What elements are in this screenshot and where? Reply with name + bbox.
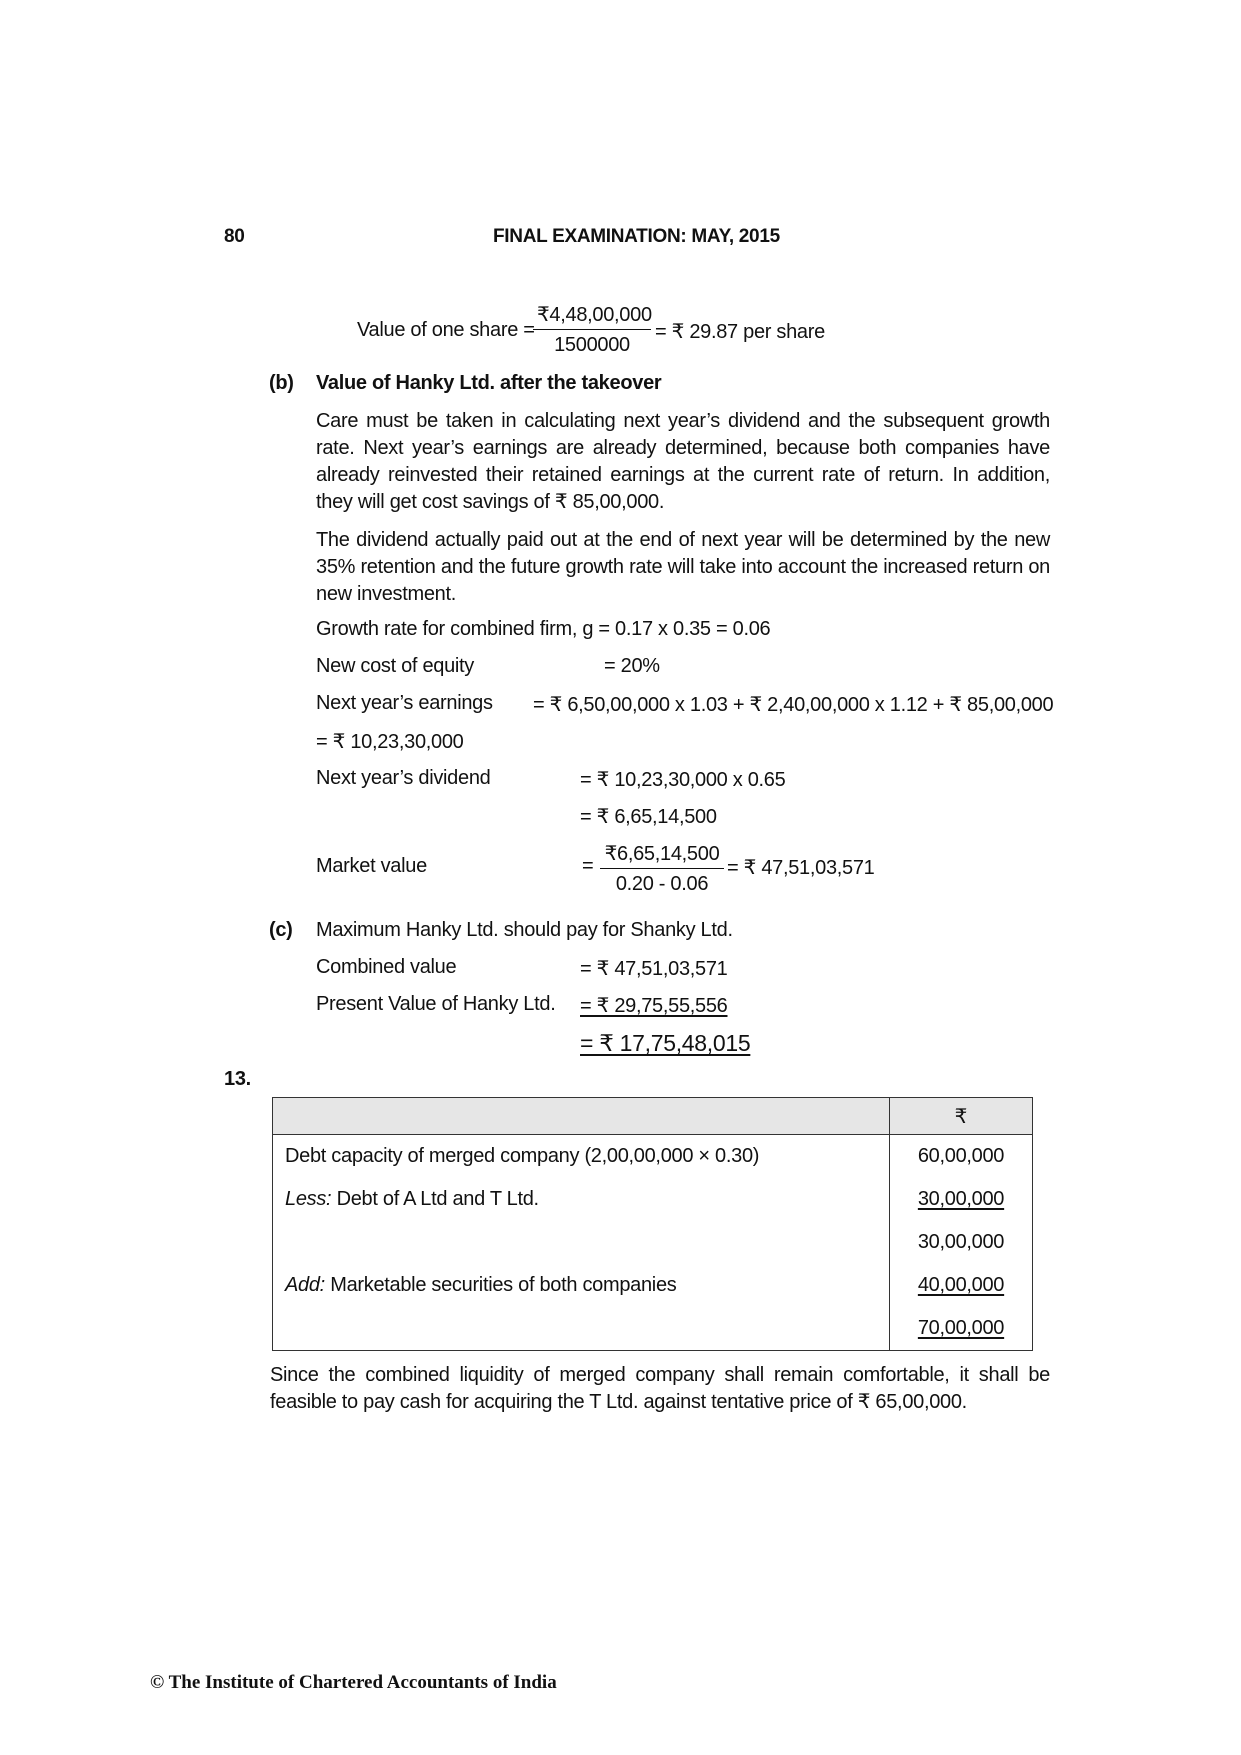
part-b-marker: (b) [269,372,294,394]
earnings-total: = ₹ 10,23,30,000 [316,731,464,753]
table-row [273,1264,1033,1307]
table-row-amount: 30,00,000 [890,1178,1033,1221]
dividend-label: Next year’s dividend [316,767,491,789]
cost-equity-label: New cost of equity [316,655,475,677]
part-c-marker: (c) [269,919,293,941]
table-row-amount: 60,00,000 [890,1135,1033,1179]
combined-value-label: Combined value [316,956,457,978]
table-row-label: Debt capacity of merged company (2,00,00,000 × 0.30) [273,1135,890,1179]
fraction-denominator: 1500000 [554,334,630,356]
table-row-amount: 40,00,000 [890,1264,1033,1307]
maximum-payable-total: = ₹ 17,75,48,015 [580,1030,751,1056]
table-row [273,1221,1033,1264]
value-share-result: = ₹ 29.87 per share [655,321,825,343]
growth-rate-line: Growth rate for combined firm, g = 0.17 x 0.35 = 0.06 [316,618,771,640]
present-value-amount: = ₹ 29,75,55,556 [580,995,728,1017]
present-value-label: Present Value of Hanky Ltd. [316,993,556,1015]
question-number: 13. [224,1068,251,1090]
table-row-amount: 30,00,000 [890,1221,1033,1264]
table-row-label [273,1307,890,1351]
value-share-fraction [533,302,651,357]
dividend-value-1: = ₹ 10,23,30,000 x 0.65 [580,769,786,791]
table-header-blank [273,1098,890,1135]
page-number: 80 [224,226,245,247]
table-row [273,1135,1033,1179]
table-header-row [273,1098,1033,1135]
page-title: FINAL EXAMINATION: MAY, 2015 [493,226,780,247]
table-row [273,1307,1033,1351]
fraction-numerator: ₹4,48,00,000 [533,302,651,330]
table-row-label: Less: Debt of A Ltd and T Ltd. [273,1178,890,1221]
combined-value-amount: = ₹ 47,51,03,571 [580,958,728,980]
market-value-result: = ₹ 47,51,03,571 [727,857,875,879]
value-share-label: Value of one share = [357,319,535,341]
conclusion-paragraph: Since the combined liquidity of merged company shall remain comfortable, it shall be feasible to pay cash for acquiring the T Ltd. against tentative price of ₹ 65,00,000. [270,1364,1050,1413]
cost-equity-value: = 20% [604,655,660,677]
dividend-value-2: = ₹ 6,65,14,500 [580,806,717,828]
table-row-amount: 70,00,000 [890,1307,1033,1351]
earnings-value: = ₹ 6,50,00,000 x 1.03 + ₹ 2,40,00,000 x 1.12 + ₹ 85,00,000 [533,694,1054,716]
part-b-paragraph-2: The dividend actually paid out at the end of next year will be determined by the new 35% retention and the future growth rate will take into account the increased return on new investment. [316,529,1050,605]
market-value-label: Market value [316,855,427,877]
earnings-label: Next year’s earnings [316,692,493,714]
part-c-heading: Maximum Hanky Ltd. should pay for Shanky Ltd. [316,919,733,941]
debt-capacity-table [272,1097,1033,1351]
table-row-label [273,1221,890,1264]
currency-header: ₹ [890,1098,1033,1135]
fraction-numerator: ₹6,65,14,500 [600,841,724,869]
market-value-equals: = [582,855,594,877]
part-b-paragraph-1: Care must be taken in calculating next year’s dividend and the subsequent growth rate. Next year’s earnings are already determined, because both companies have already reinvested their retained earnings at the current rate of return. In addition, they will get cost savings of ₹ 85,00,000. [316,410,1050,513]
fraction-denominator: 0.20 - 0.06 [615,873,709,895]
table-row [273,1178,1033,1221]
market-value-fraction [600,841,724,896]
part-b-heading: Value of Hanky Ltd. after the takeover [316,372,662,394]
table-row-label: Add: Marketable securities of both companies [273,1264,890,1307]
copyright-footer: © The Institute of Chartered Accountants of India [150,1672,557,1693]
